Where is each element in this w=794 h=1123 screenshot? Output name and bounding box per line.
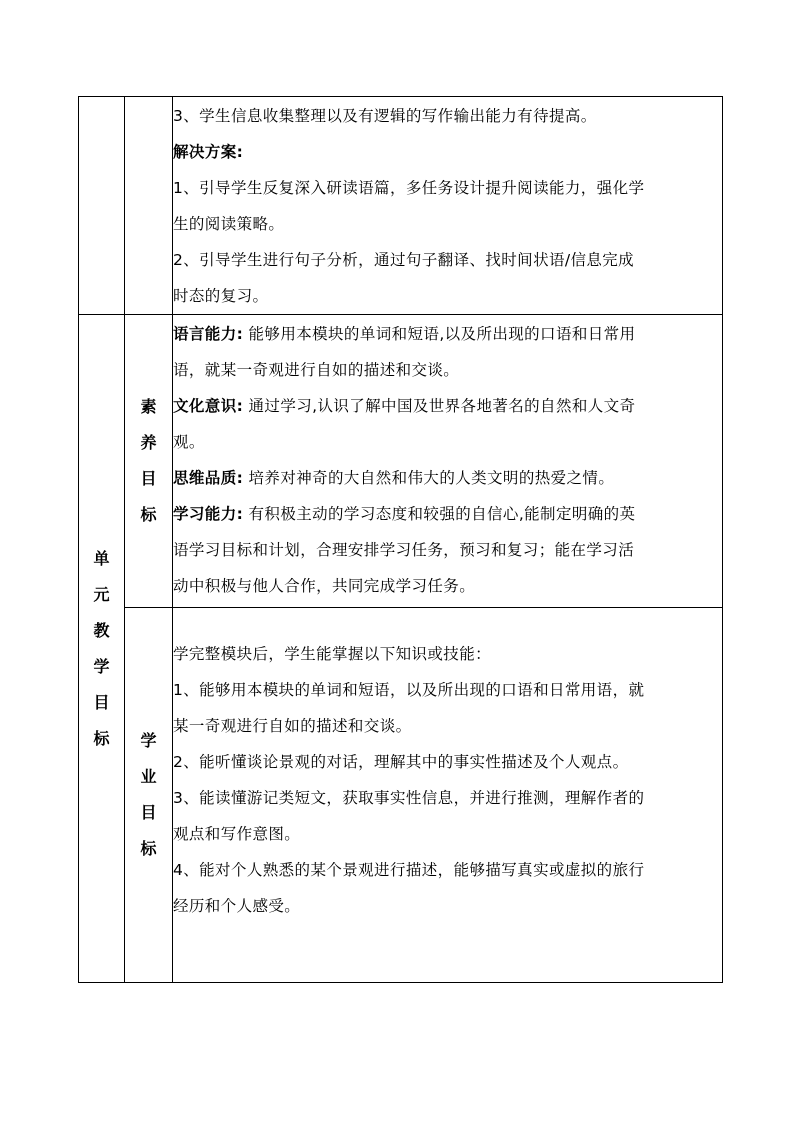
- text-line: 4、能对个人熟悉的某个景观进行描述，能够描写真实或虚拟的旅行: [173, 861, 645, 879]
- unit-goals-label-cell: [79, 315, 125, 983]
- text-line: 某一奇观进行自如的描述和交谈。: [173, 717, 412, 735]
- text-line: 2、能听懂谈论景观的对话，理解其中的事实性描述及个人观点。: [173, 753, 629, 771]
- text-line: 学完整模块后，学生能掌握以下知识或技能：: [173, 645, 492, 663]
- table-row: [79, 97, 723, 315]
- problem-solution-cell: [173, 97, 723, 315]
- literacy-label-cell: [125, 315, 173, 608]
- literacy-item-language: 语言能力: 能够用本模块的单词和短语,以及所出现的口语和日常用: [173, 325, 636, 343]
- literacy-item-culture: 文化意识: 通过学习,认识了解中国及世界各地著名的自然和人文奇: [173, 397, 636, 415]
- text-line: 1、能够用本模块的单词和短语，以及所出现的口语和日常用语，就: [173, 681, 645, 699]
- text-line: 语，就某一奇观进行自如的描述和交谈。: [173, 361, 460, 379]
- table-row: [79, 608, 723, 983]
- academic-label: 学 业 目 标: [140, 731, 157, 858]
- unit-goals-label: 单 元 教 学 目 标: [93, 548, 110, 748]
- empty-cell: [79, 97, 125, 315]
- academic-label-cell: [125, 608, 173, 983]
- text-line: 生的阅读策略。: [173, 215, 285, 233]
- text-line: 时态的复习。: [173, 287, 269, 305]
- literacy-item-learning: 学习能力: 有积极主动的学习态度和较强的自信心,能制定明确的英: [173, 505, 636, 523]
- academic-content-cell: [173, 608, 723, 983]
- literacy-label: 素 养 目 标: [140, 397, 157, 524]
- text-line: 1、引导学生反复深入研读语篇，多任务设计提升阅读能力，强化学: [173, 179, 645, 197]
- text-line: 3、能读懂游记类短文，获取事实性信息，并进行推测，理解作者的: [173, 789, 645, 807]
- goals-table: [78, 96, 723, 983]
- text-line: 观。: [173, 433, 205, 451]
- text-line: 动中积极与他人合作，共同完成学习任务。: [173, 577, 476, 595]
- text-line: 语学习目标和计划，合理安排学习任务，预习和复习；能在学习活: [173, 541, 635, 559]
- solution-heading: 解决方案:: [173, 143, 244, 161]
- text-line: 观点和写作意图。: [173, 825, 301, 843]
- literacy-item-thinking: 思维品质: 培养对神奇的大自然和伟大的人类文明的热爱之情。: [173, 469, 615, 487]
- literacy-content-cell: [173, 315, 723, 608]
- empty-cell: [125, 97, 173, 315]
- table-row: [79, 315, 723, 608]
- text-line: 2、引导学生进行句子分析，通过句子翻译、找时间状语/信息完成: [173, 251, 635, 269]
- text-line: 经历和个人感受。: [173, 897, 301, 915]
- text-line: 3、学生信息收集整理以及有逻辑的写作输出能力有待提高。: [173, 107, 597, 125]
